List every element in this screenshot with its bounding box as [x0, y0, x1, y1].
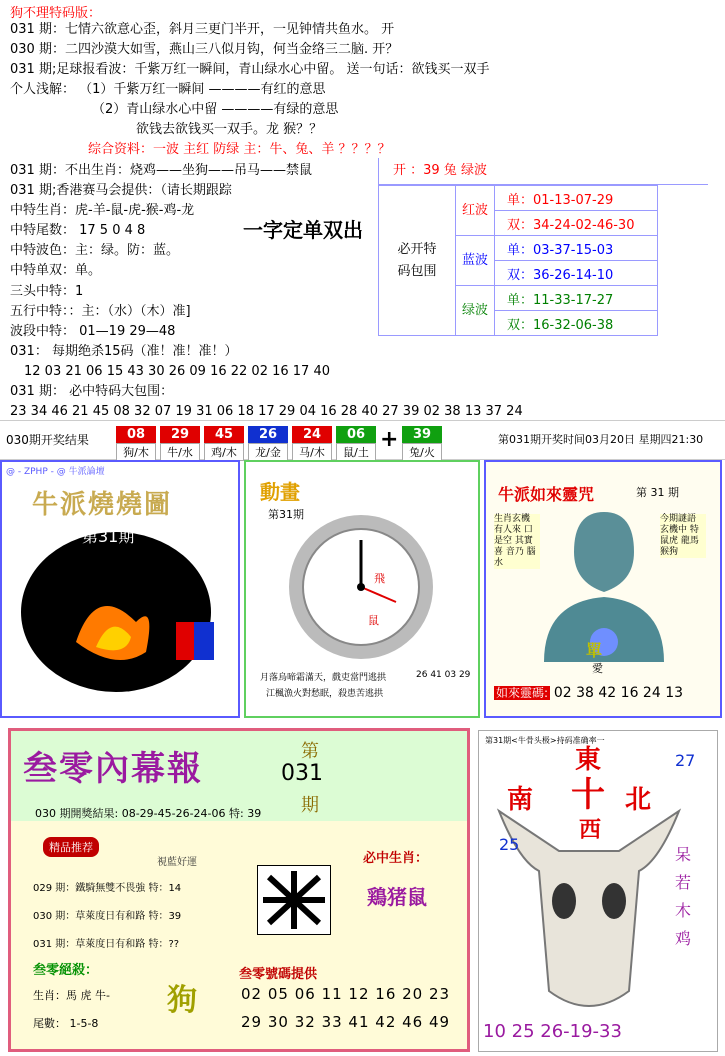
ball-tag: 马/木 — [292, 443, 332, 461]
blue-even: 双：36-26-14-10 — [495, 261, 658, 286]
ball-tag: 牛/水 — [160, 443, 200, 461]
panel-ox-skull — [478, 730, 718, 1052]
buddha-code-line: 如來靈碼: 02 38 42 16 24 13 — [496, 685, 684, 701]
dir-mid: 十 — [571, 775, 605, 815]
plus-sign: + — [380, 427, 399, 452]
panel-burning-map — [0, 460, 240, 718]
text-line-5: （2）青山绿水心中留 ————有绿的意思 — [92, 102, 339, 117]
report-nums-label: 叁零號碼提供 — [239, 967, 318, 982]
slogan: 一字定单双出 — [243, 218, 363, 242]
ball-number: 29 — [160, 426, 200, 443]
ball-tag: 鸡/木 — [204, 443, 244, 461]
text-line-1: 031 期：七情六欲意心歪，斜月三更门半开，一见钟情共鱼水。 开 — [10, 22, 395, 37]
ball-tag: 鼠/土 — [336, 443, 376, 461]
text-line-10: 中特生肖：虎-羊-鼠-虎-猴-鸡-龙 — [10, 203, 195, 218]
result-ball — [292, 423, 332, 461]
text-line-11: 中特尾数： 17 5 0 4 8 — [10, 223, 146, 238]
report-result: 030 期開獎結果: 08-29-45-26-24-06 特: 39 — [35, 807, 262, 820]
result-ball — [336, 423, 376, 461]
skull-side-text: 呆若木鸡 — [675, 845, 692, 948]
report-row-1: 029 期：鐵騎無雙不畏強 特：14 — [33, 883, 182, 894]
clock-graphic — [286, 512, 436, 662]
clock-word-1: 飛 — [374, 572, 385, 585]
report-symbol — [257, 865, 331, 935]
summary-line: 综合资料：一波 主红 防绿 主：牛、兔、羊 ？？？？ — [88, 142, 391, 157]
report-kill-zodiac: 生肖：馬 虎 牛- — [33, 989, 110, 1002]
text-line-8: 031 期：不出生肖：烧鸡——坐狗——吊马——禁鼠 — [10, 163, 312, 178]
text-line-13: 中特单双：单。 — [10, 263, 102, 278]
report-qi: 期 — [301, 795, 319, 816]
wave-blue: 蓝波 — [456, 236, 495, 286]
buddha-title: 牛派如來靈咒 — [498, 485, 595, 504]
report-kill-tail: 尾數： 1-5-8 — [33, 1017, 99, 1030]
report-row-2: 030 期：草萊度日有和路 特：39 — [33, 911, 182, 922]
code-grid — [378, 185, 658, 336]
report-row-3: 031 期：草萊度日有和路 特：?? — [33, 939, 180, 950]
skull-num-25: 25 — [499, 835, 520, 854]
text-line-17: 031： 每期绝杀15码（准！准！准！） — [10, 344, 238, 359]
report-di: 第 — [301, 741, 319, 762]
buddha-sub-word: 愛 — [592, 662, 603, 675]
result-bar — [0, 420, 725, 460]
open-result: 开 ：39 兔 绿波 — [378, 158, 708, 185]
animation-title: 動畫 — [260, 480, 300, 504]
skull-bottom-nums: 10 25 26-19-33 — [483, 1021, 622, 1042]
report-badge: 精品推荐 — [43, 837, 99, 857]
report-dog-char: 狗 — [167, 983, 197, 1018]
burning-title: 牛派燒燒圖 — [32, 490, 173, 520]
panel-inside-report — [8, 728, 470, 1052]
code-table — [378, 158, 708, 336]
report-hint: 視藍好運 — [157, 857, 197, 868]
text-line-3: 031 期;足球报看波：千紫万红一瞬间，青山绿水心中留。 送一句话：欲钱买一双手 — [10, 62, 490, 77]
result-label: 030期开奖结果 — [6, 433, 89, 447]
kill-numbers: 12 03 21 06 15 43 30 26 09 16 22 02 16 17 40 — [24, 364, 330, 379]
text-line-4: 个人浅解： （1）千紫万红一瞬间 ————有红的意思 — [10, 82, 326, 97]
skull-header: 第31期<牛骨头极>持码准确率一 — [485, 736, 605, 745]
burning-issue: 第31期 — [82, 527, 135, 546]
result-ball — [248, 423, 288, 461]
report-kill-label: 叁零絕殺： — [33, 963, 99, 978]
buddha-issue: 第 31 期 — [636, 486, 679, 499]
wave-red: 红波 — [456, 186, 495, 236]
result-ball — [116, 423, 156, 461]
buddha-left-box: 生肖玄機 有人來 口是空 其實喜 音乃 腦水 — [494, 514, 540, 569]
ball-number: 26 — [248, 426, 288, 443]
report-nums-row-1: 02 05 06 11 12 16 20 23 — [241, 985, 451, 1003]
text-line-6: 欲钱去欲钱买一双手。龙 猴？？ — [136, 122, 323, 137]
buddha-center-word: 單 — [586, 641, 603, 660]
ball-number: 06 — [336, 426, 376, 443]
dir-south: 南 — [507, 785, 534, 815]
clock-word-2: 鼠 — [368, 614, 379, 627]
report-must-value: 鶏猪鼠 — [367, 885, 427, 909]
text-line-19: 031 期： 必中特码大包围： — [10, 384, 174, 399]
report-must-label: 必中生肖： — [363, 851, 429, 866]
animation-nums: 26 41 03 29 — [416, 670, 471, 680]
ball-tag: 狗/木 — [116, 443, 156, 461]
animation-caption-1: 月落烏啼霜滿天，戲吏當門逃拱 — [260, 673, 387, 683]
blue-odd: 单：03-37-15-03 — [495, 236, 658, 261]
skull-num-27: 27 — [675, 751, 696, 770]
animation-issue: 第31期 — [268, 508, 304, 521]
result-ball — [204, 423, 244, 461]
dir-west: 西 — [579, 818, 602, 843]
next-draw-info: 第031期开奖时间03月20日 星期四21:30 — [498, 433, 704, 446]
dir-east: 東 — [575, 745, 602, 775]
text-line-2: 030 期：二四沙漠大如雪，燕山三八似月钩，何当金络三二脑. 开？ — [10, 42, 399, 57]
result-ball — [160, 423, 200, 461]
report-title: 叁零內幕報 — [23, 749, 203, 789]
wave-green: 绿波 — [456, 286, 495, 336]
panel-animation — [244, 460, 480, 718]
ball-number: 45 — [204, 426, 244, 443]
result-ball — [402, 423, 442, 461]
green-odd: 单：11-33-17-27 — [495, 286, 658, 311]
side-label: 必开特码包围 — [379, 186, 456, 336]
must-numbers: 23 34 46 21 45 08 32 07 19 31 06 18 17 29 04 16 28 40 27 39 02 38 13 37 24 — [10, 404, 523, 419]
burning-graphic — [16, 522, 226, 692]
ball-tag: 龙/金 — [248, 443, 288, 461]
text-line-16: 波段中特： 01—19 29—48 — [10, 324, 176, 339]
dir-north: 北 — [625, 785, 652, 815]
ball-number: 24 — [292, 426, 332, 443]
ball-number: 39 — [402, 426, 442, 443]
report-nums-row-2: 29 30 32 33 41 42 46 49 — [241, 1013, 451, 1031]
watermark: @ - ZPHP - @ 牛派論壇 — [6, 467, 105, 477]
page-title: 狗不理特码版： — [10, 6, 102, 21]
report-issue-num: 031 — [281, 761, 323, 786]
text-line-14: 三头中特：1 — [10, 284, 84, 299]
text-line-9: 031 期;香港赛马会提供：（请长期跟踪 — [10, 183, 232, 198]
text-line-15: 五行中特：：主：（水）（木）准] — [10, 304, 191, 319]
buddha-right-box: 今期謎語 玄機中 特 鼠虎 龍馬 猴狗 — [660, 514, 706, 558]
ball-number: 08 — [116, 426, 156, 443]
red-even: 双：34-24-02-46-30 — [495, 211, 658, 236]
ball-tag: 兔/火 — [402, 443, 442, 461]
text-line-12: 中特波色：主：绿。防：蓝。 — [10, 243, 180, 258]
panel-buddha — [484, 460, 722, 718]
green-even: 双：16-32-06-38 — [495, 311, 658, 336]
animation-caption-2: 江楓漁火對愁眠，殺患苦逃拱 — [266, 689, 384, 699]
red-odd: 单：01-13-07-29 — [495, 186, 658, 211]
